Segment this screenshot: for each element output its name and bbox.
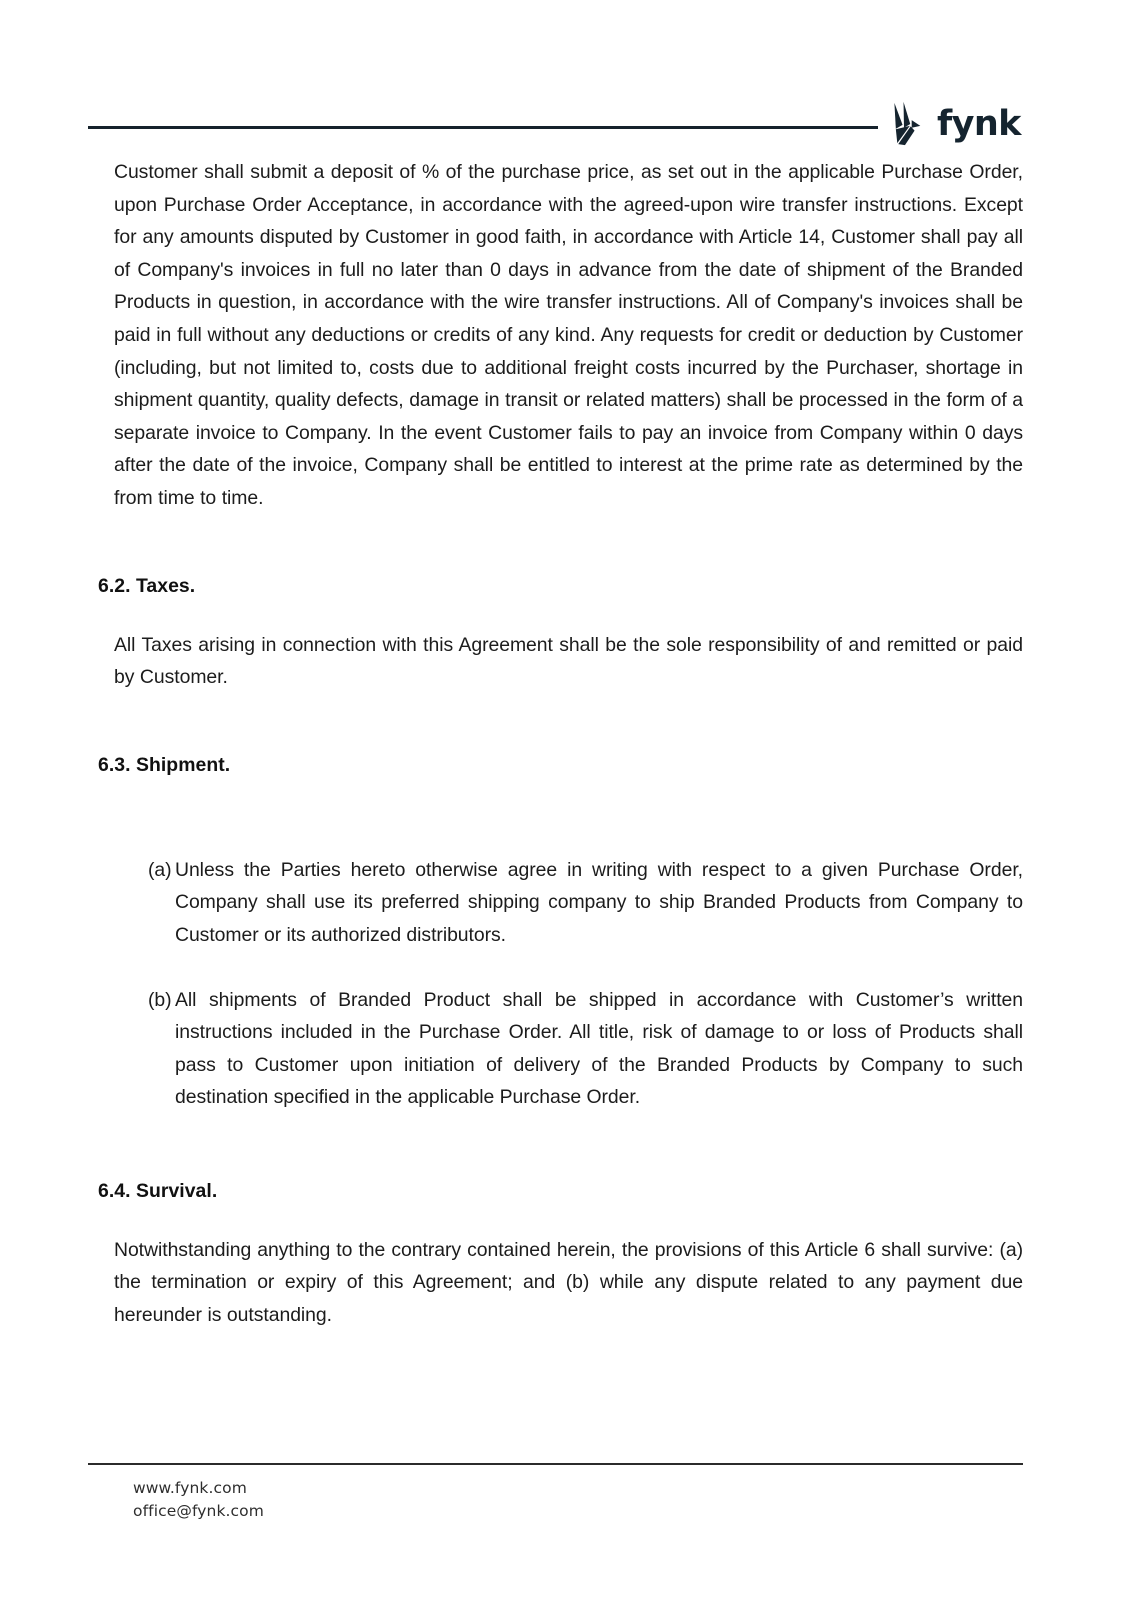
- page-header: [0, 0, 1131, 150]
- origami-bird-icon: [880, 99, 928, 147]
- footer-website[interactable]: www.fynk.com: [133, 1479, 247, 1497]
- list-item: [98, 854, 1023, 952]
- shipment-lettered-list: [98, 854, 1023, 1114]
- section-body-6-4: Notwithstanding anything to the contrary contained herein, the provisions of this Article 6 shall survive: (a) the termination or expiry of this Agreement; and (b) while any dispute related to any payment due hereunder is outstanding.: [114, 1238, 1023, 1327]
- footer-contact-block: [133, 1477, 264, 1523]
- section-heading-6-2: 6.2. Taxes.: [98, 574, 196, 597]
- section-heading-6-4: 6.4. Survival.: [98, 1179, 218, 1202]
- intro-paragraph: Customer shall submit a deposit of % of the purchase price, as set out in the applicable Purchase Order, upon Purchase Order Acceptance, in accordance with the agreed-upon wire transfer instructions. Except for any amounts disputed by Customer in good faith, in accordance with Article 14, Customer shall pay all of Company's invoices in full no later than 0 days in advance from the date of shipment of the Branded Products in question, in accordance with the wire transfer instructions. All of Company's invoices shall be paid in full without any deductions or credits of any kind. Any requests for credit or deduction by Customer (including, but not limited to, costs due to additional freight costs incurred by the Purchaser, shortage in shipment quantity, quality defects, damage in transit or related matters) shall be processed in the form of a separate invoice to Company. In the event Customer fails to pay an invoice from Company within 0 days after the date of the invoice, Company shall be entitled to interest at the prime rate as determined by the from time to time.: [114, 161, 1023, 509]
- spacer: [98, 515, 1023, 571]
- list-item-text: Unless the Parties hereto otherwise agree in writing with respect to a given Purchase Order, Company shall use its preferred shipping company to ship Branded Products from Company to Customer or its authorized distributors.: [175, 858, 1023, 946]
- brand-logo: [880, 96, 1025, 150]
- footer-email[interactable]: office@fynk.com: [133, 1502, 264, 1520]
- footer-divider-rule: [88, 1463, 1023, 1465]
- spacer: [98, 601, 1023, 629]
- list-item-text: All shipments of Branded Product shall be shipped in accordance with Customer’s written instructions included in the Purchase Order. All title, risk of damage to or loss of Products shall pass to Customer upon initiation of delivery of the Branded Products by Company to such destination specified in the applicable Purchase Order.: [175, 988, 1023, 1109]
- page-footer: [0, 1440, 1131, 1600]
- spacer: [98, 694, 1023, 750]
- spacer: [98, 780, 1023, 854]
- header-divider-rule: [88, 126, 878, 129]
- list-item-marker: (b): [148, 988, 172, 1011]
- spacer: [98, 1206, 1023, 1234]
- brand-wordmark: fynk: [937, 103, 1021, 144]
- list-item: [98, 984, 1023, 1114]
- section-body-6-2: All Taxes arising in connection with this Agreement shall be the sole responsibility of and remitted or paid by Customer.: [114, 633, 1023, 689]
- spacer: [98, 1114, 1023, 1176]
- list-item-marker: (a): [148, 858, 172, 881]
- document-content: [98, 156, 1023, 1332]
- section-heading-6-3: 6.3. Shipment.: [98, 753, 231, 776]
